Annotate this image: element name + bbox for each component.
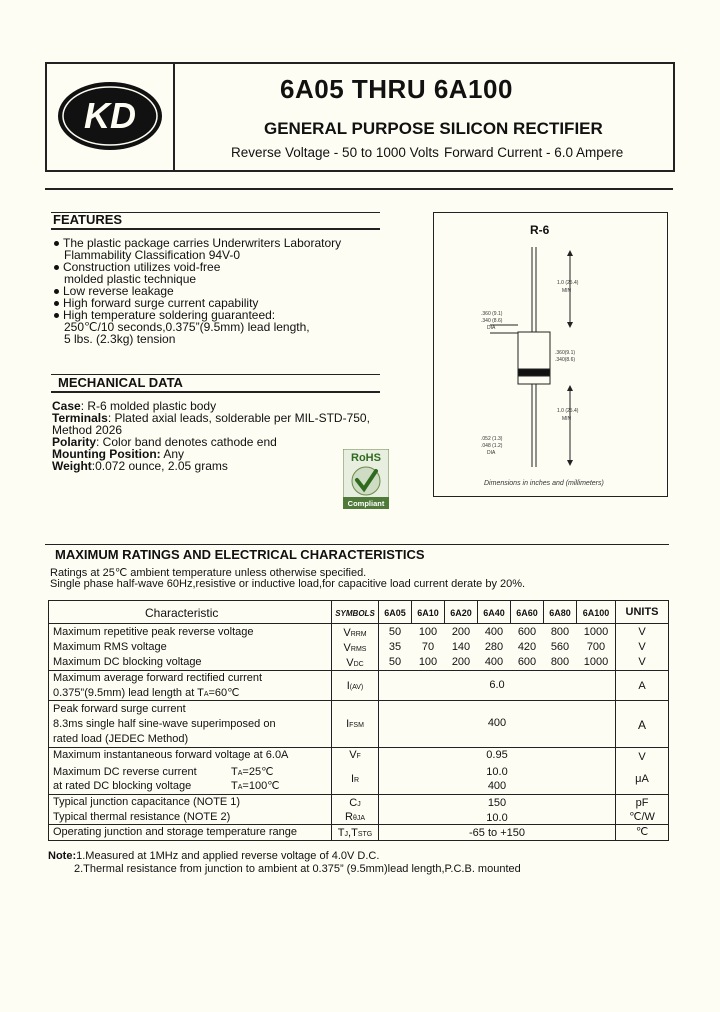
row-vrms-symbol: VRMS — [343, 642, 367, 654]
row-vf-symbol: VF — [349, 749, 361, 761]
mech-mounting: Mounting Position: Any — [52, 447, 184, 461]
rohs-compliant-text: Compliant — [347, 499, 385, 508]
row-ifsm-label-3: rated load (JEDEC Method) — [53, 733, 189, 745]
features-list — [54, 237, 341, 345]
note-2: 2.Thermal resistance from junction to ambient at 0.375” (9.5mm)lead length,P.C.B. mounted — [74, 863, 521, 875]
th-part-6a100: 6A100 — [582, 608, 610, 618]
dim-lead-length: 1.0 (25.4) — [557, 280, 579, 286]
mech-heading: MECHANICAL DATA — [58, 375, 183, 390]
row-ifsm-label-2: 8.3ms single half sine-wave superimposed on — [53, 718, 276, 730]
row-vdc-label: Maximum DC blocking voltage — [53, 656, 202, 668]
th-part-6a05: 6A05 — [384, 608, 406, 618]
ratings-note-1: Ratings at 25℃ ambient temperature unless otherwise specified. — [50, 567, 367, 579]
value-cell: 50 — [388, 656, 402, 668]
bullet-icon — [54, 289, 59, 294]
package-name: R-6 — [530, 223, 550, 237]
row-tj-unit: ℃ — [635, 826, 649, 838]
row-vrms-label: Maximum RMS voltage — [53, 641, 167, 653]
th-units: UNITS — [625, 606, 659, 618]
rohs-text: RoHS — [351, 452, 381, 464]
value-cell: 70 — [421, 641, 435, 653]
row-cj-symbol: CJ — [349, 797, 361, 809]
dim-lead-dia-min: .048 (1.2) — [481, 443, 503, 449]
value-cell: 200 — [451, 656, 471, 668]
row-vf-value: 0.95 — [486, 749, 508, 761]
feature-item: molded plastic technique — [64, 272, 197, 286]
row-vdc-unit: V — [638, 656, 646, 668]
value-cell: 100 — [418, 626, 438, 638]
row-rth-unit: ℃/W — [629, 811, 655, 823]
bullet-icon — [54, 265, 59, 270]
row-tj-value: -65 to +150 — [469, 827, 525, 839]
ratings-table — [48, 600, 669, 841]
ratings-heading: MAXIMUM RATINGS AND ELECTRICAL CHARACTERISTICS — [55, 547, 425, 562]
mech-terminals: Terminals: Plated axial leads, solderable per MIL-STD-750, — [52, 411, 370, 425]
row-tj-label: Operating junction and storage temperature range — [53, 826, 297, 838]
mech-case: Case: R-6 molded plastic body — [52, 399, 217, 413]
rohs-badge — [343, 449, 389, 509]
th-part-6a10: 6A10 — [417, 608, 439, 618]
row-iav-unit: A — [638, 680, 646, 692]
dim-lead-dia-max: .052 (1.3) — [481, 436, 503, 442]
feature-item: The plastic package carries Underwriters Laboratory — [54, 237, 341, 249]
dim-body-length-max: .360(9.1) — [555, 350, 576, 356]
feature-item: Construction utilizes void-free — [54, 261, 341, 273]
row-vrrm-unit: V — [638, 626, 646, 638]
dim-body-dia-min: .340 (8.6) — [481, 318, 503, 324]
value-cell: 600 — [517, 656, 537, 668]
value-cell: 800 — [550, 656, 570, 668]
value-cell: 400 — [484, 656, 504, 668]
row-ir-value-25c: 10.0 — [486, 766, 508, 778]
row-tj-symbol: TJ,TSTG — [337, 827, 373, 839]
th-symbols: SYMBOLS — [335, 609, 375, 618]
value-cell: 560 — [550, 641, 570, 653]
row-ir-label-1: Maximum DC reverse current — [53, 766, 197, 778]
feature-item: High temperature soldering guaranteed: — [54, 309, 341, 321]
row-vrms-unit: V — [638, 641, 646, 653]
row-ir-label-2: at rated DC blocking voltage — [53, 780, 192, 792]
value-cell: 35 — [388, 641, 402, 653]
bullet-icon — [54, 313, 59, 318]
row-cj-value: 150 — [487, 797, 507, 809]
value-cell: 700 — [586, 641, 606, 653]
th-characteristic: Characteristic — [145, 606, 219, 620]
feature-item: 5 lbs. (2.3kg) tension — [64, 332, 176, 346]
th-part-6a60: 6A60 — [516, 608, 538, 618]
dim-body-dia-label: DIA — [487, 325, 496, 331]
dim-body-length-min: .340(8.6) — [555, 357, 576, 363]
mech-terminals-method: Method 2026 — [52, 423, 123, 437]
mech-bottom-line — [51, 391, 380, 393]
row-iav-value: 6.0 — [489, 679, 505, 691]
forward-current-spec: Forward Current - 6.0 Ampere — [444, 145, 624, 160]
th-part-6a80: 6A80 — [549, 608, 571, 618]
feature-item: Low reverse leakage — [54, 285, 341, 297]
mech-weight: Weight:0.072 ounce, 2.05 grams — [52, 459, 228, 473]
th-part-6a20: 6A20 — [450, 608, 472, 618]
feature-item: High forward surge current capability — [54, 297, 341, 309]
bullet-icon — [54, 241, 59, 246]
logo-text: KD — [84, 95, 136, 136]
value-cell: 400 — [484, 626, 504, 638]
header-divider — [173, 62, 175, 172]
value-cell: 280 — [484, 641, 504, 653]
features-heading: FEATURES — [53, 212, 123, 227]
row-vf-unit: V — [638, 751, 646, 763]
row-ir-symbol: IR — [350, 773, 360, 785]
row-ir-unit: μA — [635, 773, 649, 785]
th-part-6a40: 6A40 — [483, 608, 505, 618]
page-title: 6A05 THRU 6A100 — [280, 74, 513, 104]
value-cell: 1000 — [583, 656, 609, 668]
row-cj-label: Typical junction capacitance (NOTE 1) — [53, 796, 241, 808]
kd-logo — [55, 80, 165, 152]
row-ifsm-label-1: Peak forward surge current — [53, 703, 186, 715]
row-cj-unit: pF — [635, 797, 649, 809]
row-vrrm-symbol: VRRM — [343, 627, 367, 639]
bullet-icon — [54, 301, 59, 306]
header-rule — [45, 188, 673, 190]
row-iav-symbol: I(AV) — [346, 680, 364, 692]
value-cell: 100 — [418, 656, 438, 668]
ratings-note-2: Single phase half-wave 60Hz,resistive or inductive load,for capacitive load current derate by 20%. — [50, 578, 526, 590]
row-ifsm-symbol: IFSM — [346, 718, 364, 730]
row-rth-label: Typical thermal resistance (NOTE 2) — [53, 811, 231, 823]
row-vdc-symbol: VDC — [346, 657, 364, 669]
row-ir-value-100c: 400 — [487, 780, 507, 792]
feature-item: Flammability Classification 94V-0 — [64, 248, 241, 262]
feature-item: 250℃/10 seconds,0.375”(9.5mm) lead length, — [64, 320, 310, 334]
dim-lead-min-2: MIN — [562, 416, 572, 422]
value-cell: 600 — [517, 626, 537, 638]
value-cell: 50 — [388, 626, 402, 638]
row-ifsm-unit: A — [637, 718, 646, 732]
ratings-rule — [45, 544, 669, 545]
value-cell: 1000 — [583, 626, 609, 638]
dim-lead-min: MIN — [562, 288, 572, 294]
dim-lead-dia-label: DIA — [487, 450, 496, 456]
row-iav-label-1: Maximum average forward rectified current — [53, 672, 263, 684]
value-cell: 800 — [550, 626, 570, 638]
mech-polarity: Polarity: Color band denotes cathode end — [52, 435, 277, 449]
value-cell: 200 — [451, 626, 471, 638]
row-ifsm-value: 400 — [487, 717, 507, 729]
page-subtitle: GENERAL PURPOSE SILICON RECTIFIER — [264, 119, 603, 138]
row-vrrm-label: Maximum repetitive peak reverse voltage — [53, 626, 254, 638]
notes: Note:1.Measured at 1MHz and applied reverse voltage of 4.0V D.C. — [48, 850, 380, 862]
row-vf-label: Maximum instantaneous forward voltage at 6.0A — [53, 749, 289, 761]
row-rth-value: 10.0 — [486, 812, 508, 824]
dim-body-dia-max: .360 (9.1) — [481, 311, 503, 317]
features-bottom-line — [51, 228, 380, 230]
value-cell: 420 — [517, 641, 537, 653]
row-iav-label-2: 0.375”(9.5mm) lead length at TA=60℃ — [53, 687, 240, 699]
row-ir-condition-2: TA=100℃ — [231, 780, 280, 792]
package-caption: Dimensions in inches and (millimeters) — [484, 480, 604, 487]
value-cell: 140 — [451, 641, 471, 653]
reverse-voltage-spec: Reverse Voltage - 50 to 1000 Volts — [231, 145, 439, 160]
row-ir-condition-1: TA=25℃ — [231, 766, 274, 778]
dim-lead-length-2: 1.0 (25.4) — [557, 408, 579, 414]
row-rth-symbol: RθJA — [344, 811, 365, 823]
